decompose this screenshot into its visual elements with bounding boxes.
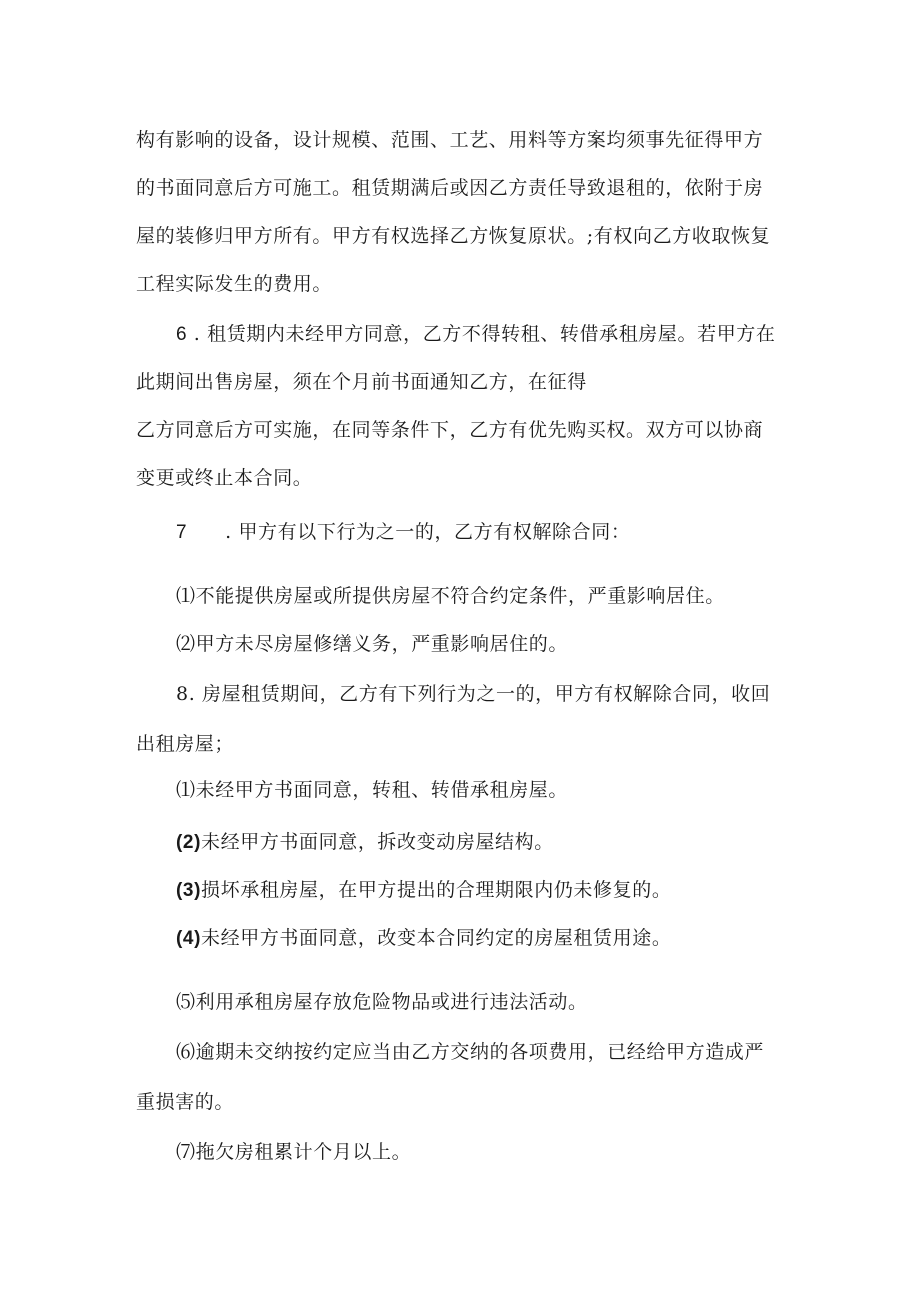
list-item: ⑴不能提供房屋或所提供房屋不符合约定条件，严重影响居住。	[176, 585, 725, 607]
item-number: (4)	[176, 928, 202, 949]
text-line: 工程实际发生的费用。	[136, 273, 333, 295]
clause-text: . 甲方有以下行为之一的，乙方有权解除合同：	[225, 521, 631, 543]
item-text: 损坏承租房屋，在甲方提出的合理期限内仍未修复的。	[201, 879, 672, 901]
list-item: ⑵甲方未尽房屋修缮义务，严重影响居住的。	[176, 633, 569, 655]
clause-text: . 租赁期内未经甲方同意，乙方不得转租、转借承租房屋。若甲方在	[187, 323, 776, 345]
text-line: 的书面同意后方可施工。租赁期满后或因乙方责任导致退租的，依附于房	[136, 177, 764, 199]
text-line: 出租房屋；	[136, 733, 235, 755]
text-line: 构有影响的设备，设计规模、范围、工艺、用料等方案均须事先征得甲方	[136, 129, 764, 151]
list-item: ⑹逾期未交纳按约定应当由乙方交纳的各项费用，已经给甲方造成严	[176, 1041, 765, 1063]
paragraph-7-heading	[176, 520, 630, 545]
list-item	[176, 830, 554, 855]
item-text: 未经甲方书面同意，改变本合同约定的房屋租赁用途。	[201, 927, 672, 949]
text-line: 变更或终止本合同。	[136, 467, 313, 489]
item-text: 未经甲方书面同意，拆改变动房屋结构。	[201, 831, 554, 853]
list-item	[176, 926, 671, 951]
item-number: (3)	[176, 880, 202, 901]
item-number: (2)	[176, 832, 202, 853]
list-item: ⑴未经甲方书面同意，转租、转借承租房屋。	[176, 779, 569, 801]
text-line: 重损害的。	[136, 1091, 235, 1113]
list-item: ⑸利用承租房屋存放危险物品或进行违法活动。	[176, 991, 588, 1013]
list-item: ⑺拖欠房租累计个月以上。	[176, 1141, 412, 1163]
paragraph-6-first-line	[176, 322, 776, 347]
text-line: 乙方同意后方可实施，在同等条件下，乙方有优先购买权。双方可以协商	[136, 419, 764, 441]
paragraph-8-first-line: 8. 房屋租赁期间，乙方有下列行为之一的，甲方有权解除合同，收回	[176, 683, 771, 705]
clause-number: 7	[176, 522, 188, 543]
text-line: 屋的装修归甲方所有。甲方有权选择乙方恢复原状。;有权向乙方收取恢复	[136, 225, 771, 247]
list-item	[176, 878, 671, 903]
text-line: 此期间出售房屋，须在个月前书面通知乙方，在征得	[136, 371, 587, 393]
clause-number: 6	[176, 324, 188, 345]
